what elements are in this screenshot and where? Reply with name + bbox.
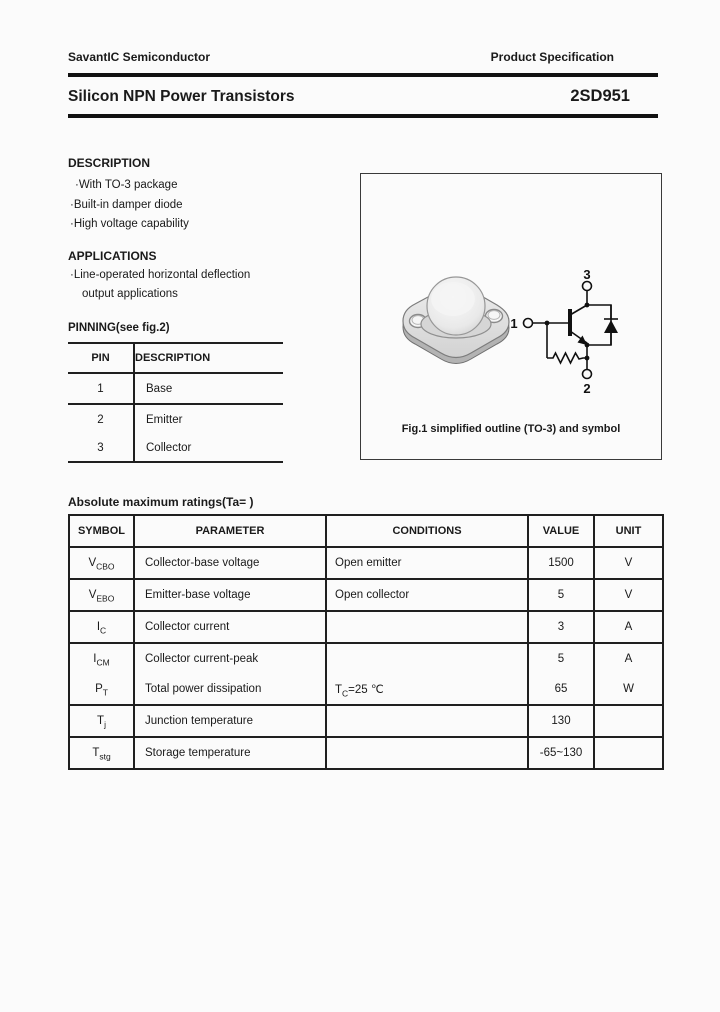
ratings-table	[68, 514, 664, 770]
ratings-row-ic	[69, 611, 663, 643]
ratings-row-pt	[69, 674, 663, 705]
description-list	[70, 176, 189, 235]
ratings-row-tstg	[69, 737, 663, 769]
page-title: Silicon NPN Power Transistors	[68, 88, 295, 105]
parameter-cell: Emitter-base voltage	[134, 579, 326, 611]
pinning-table	[68, 342, 283, 463]
symbol-pin-1-label: 1	[510, 316, 518, 331]
description-heading: DESCRIPTION	[68, 156, 151, 170]
value-cell: 1500	[528, 547, 594, 579]
description-item: ·Built-in damper diode	[70, 198, 183, 211]
col-symbol: SYMBOL	[69, 515, 134, 547]
to3-package-icon	[403, 277, 509, 364]
conditions-cell: Open collector	[326, 579, 528, 611]
unit-cell	[594, 705, 663, 737]
header-rule-bottom	[68, 114, 658, 118]
description-item: ·With TO-3 package	[75, 179, 178, 191]
col-value: VALUE	[528, 515, 594, 547]
ratings-row-tj	[69, 705, 663, 737]
parameter-cell: Storage temperature	[134, 737, 326, 769]
pinning-row	[68, 404, 283, 434]
symbol-cell: $P_T$	[69, 674, 134, 705]
ratings-row-vebo	[69, 579, 663, 611]
applications-heading: APPLICATIONS	[68, 249, 157, 263]
conditions-cell	[326, 643, 528, 674]
pinning-col-description: DESCRIPTION	[134, 343, 283, 373]
applications-line: output applications	[82, 288, 178, 300]
parameter-cell: Collector-base voltage	[134, 547, 326, 579]
conditions-cell	[326, 705, 528, 737]
parameter-cell: Collector current-peak	[134, 643, 326, 674]
value-cell: 5	[528, 643, 594, 674]
symbol-cell: $V_{CBO}$	[69, 547, 134, 579]
unit-cell: A	[594, 611, 663, 643]
symbol-cell: $T_{stg}$	[69, 737, 134, 769]
conditions-cell: $T_C=25$ ℃	[326, 674, 528, 705]
figure-caption: Fig.1 simplified outline (TO-3) and symbol	[401, 423, 621, 435]
symbol-pin-3-label: 3	[583, 267, 591, 282]
header-rule-top	[68, 73, 658, 77]
value-cell: 65	[528, 674, 594, 705]
col-parameter: PARAMETER	[134, 515, 326, 547]
parameter-cell: Collector current	[134, 611, 326, 643]
parameter-cell: Junction temperature	[134, 705, 326, 737]
description-item: ·High voltage capability	[70, 218, 189, 230]
unit-cell: V	[594, 579, 663, 611]
pin-description-cell: Base	[134, 373, 283, 404]
part-number: 2SD951	[570, 87, 630, 105]
conditions-cell: Open emitter	[326, 547, 528, 579]
unit-cell: V	[594, 547, 663, 579]
pin-number-cell: 2	[68, 404, 134, 434]
conditions-cell	[326, 611, 528, 643]
npn-symbol-with-damper-diode	[510, 267, 618, 396]
pin-number-cell: 3	[68, 434, 134, 462]
pinning-header-row	[68, 343, 283, 373]
doc-type-label: Product Specification	[490, 50, 614, 64]
pin-description-cell: Emitter	[146, 413, 183, 426]
symbol-cell: $I_C$	[69, 611, 134, 643]
value-cell: -65~130	[528, 737, 594, 769]
company-name: SavantIC Semiconductor	[68, 50, 211, 64]
col-unit: UNIT	[594, 515, 663, 547]
pinning-col-pin: PIN	[68, 343, 134, 373]
pin-number-cell: 1	[68, 373, 134, 404]
unit-cell: W	[594, 674, 663, 705]
figure-1-box	[360, 173, 662, 460]
value-cell: 3	[528, 611, 594, 643]
ratings-row-vcbo	[69, 547, 663, 579]
applications-line: ·Line-operated horizontal deflection	[70, 269, 251, 281]
value-cell: 130	[528, 705, 594, 737]
ratings-heading: Absolute maximum ratings(Ta= )	[68, 495, 254, 509]
pinning-row	[68, 434, 283, 462]
value-cell: 5	[528, 579, 594, 611]
symbol-pin-2-label: 2	[583, 381, 591, 396]
symbol-cell: $V_{EBO}$	[69, 579, 134, 611]
unit-cell: A	[594, 643, 663, 674]
symbol-cell: $I_{CM}$	[69, 643, 134, 674]
conditions-cell	[326, 737, 528, 769]
pinning-row	[68, 373, 283, 404]
parameter-cell: Total power dissipation	[134, 674, 326, 705]
col-conditions: CONDITIONS	[326, 515, 528, 547]
pin-description-cell: Collector	[146, 441, 192, 454]
pinning-heading: PINNING(see fig.2)	[68, 322, 170, 334]
symbol-cell: $T_j$	[69, 705, 134, 737]
ratings-header-row	[69, 515, 663, 547]
unit-cell	[594, 737, 663, 769]
ratings-row-icm	[69, 643, 663, 674]
to3-package-and-symbol-drawing	[361, 174, 659, 457]
